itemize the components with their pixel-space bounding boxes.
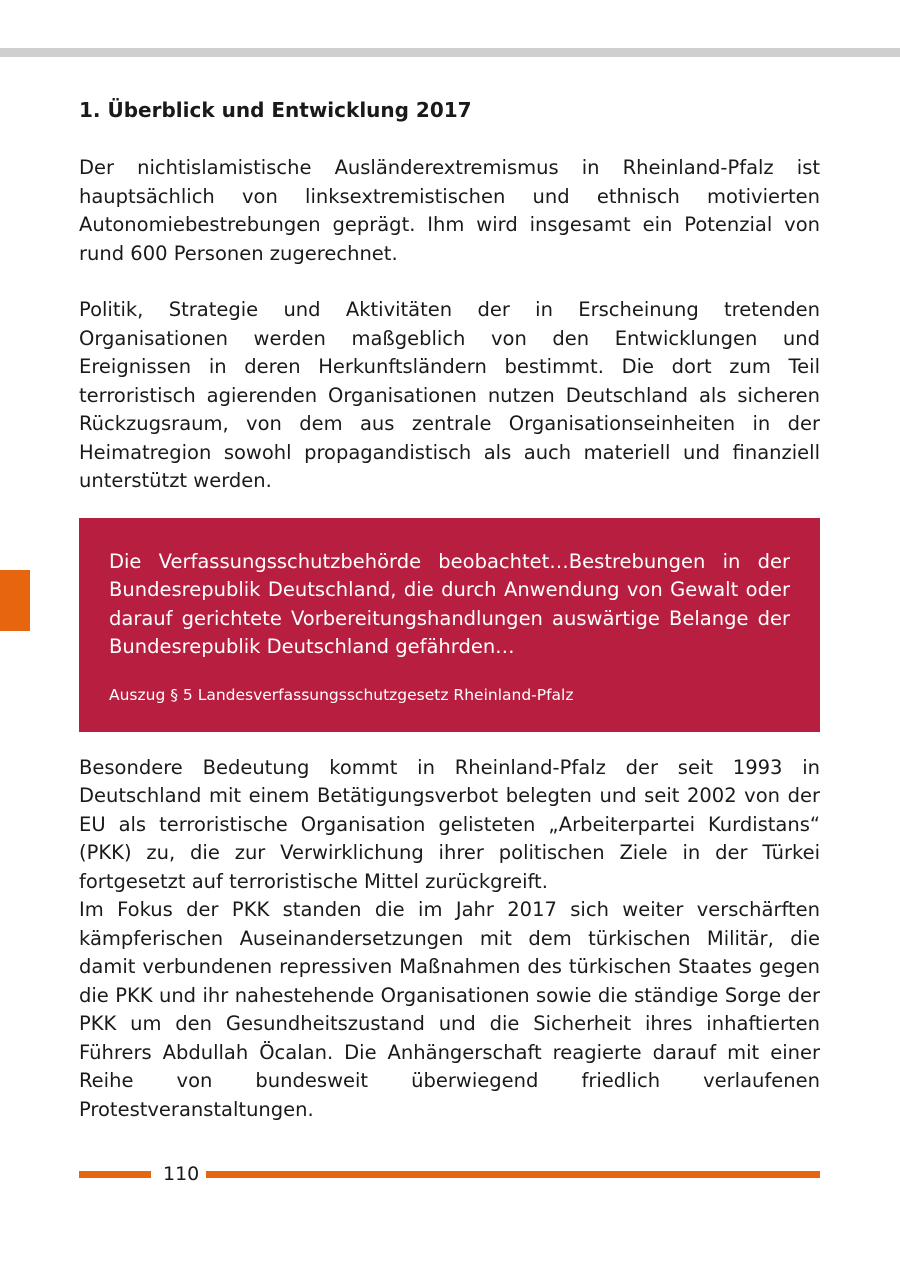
legal-quote-box bbox=[79, 518, 820, 732]
body-paragraph: Besondere Bedeutung kommt in Rheinland-Pfalz der seit 1993 in Deutschland mit einem Betätigungsverbot belegten und seit 2002 von der EU als terroristische Organisation gelisteten „Arbeiterpartei Kurdistans“ (PKK) zu, die zur Verwirklichung ihrer politischen Ziele in der Türkei fortgesetzt auf terroristische Mittel zurückgreift. bbox=[79, 755, 820, 893]
intro-paragraph: Politik, Strategie und Aktivitäten der in Erscheinung tretenden Organisationen werden maßgeblich von den Entwicklungen und Ereignissen in deren Herkunftsländern bestimmt. Die dort zum Teil terroristisch agierenden Organisationen nutzen Deutschland als sicheren Rückzugsraum, von dem aus zentrale Organisationseinheiten in der Heimatregion sowohl propagandistisch als auch materiell und finanziell unterstützt werden. bbox=[79, 298, 820, 492]
section-heading: 1. Überblick und Entwicklung 2017 bbox=[79, 98, 472, 122]
top-divider-bar bbox=[0, 48, 900, 57]
intro-paragraph: Der nichtislamistische Ausländerextremismus in Rheinland-Pfalz ist hauptsächlich von linksextremistischen und ethnisch motivierten Autonomiebestrebungen geprägt. Ihm wird insgesamt ein Potenzial von rund 600 Personen zugerechnet. bbox=[79, 156, 820, 265]
chapter-side-tab bbox=[0, 570, 30, 631]
page-content bbox=[79, 96, 820, 1124]
body-paragraph: Im Fokus der PKK standen die im Jahr 2017 sich weiter verschärften kämpferischen Auseinandersetzungen mit dem türkischen Militär, die damit verbundenen repressiven Maßnahmen des türkischen Staates gegen die PKK und ihr nahestehende Organisationen sowie die ständige Sorge der PKK um den Gesundheitszustand und die Sicherheit ihres inhaftierten Führers Abdullah Öcalan. Die Anhängerschaft reagierte darauf mit einer Reihe von bundesweit überwiegend friedlich verlaufenen Protestveranstaltungen. bbox=[79, 898, 820, 1121]
quote-text: Die Verfassungsschutzbehörde beobachtet…Bestrebungen in der Bundesrepublik Deutschland, die durch Anwendung von Gewalt oder darauf gerichtete Vorbereitungshandlungen auswärtige Belange der Bundesrepublik Deutschland gefährden… bbox=[109, 549, 790, 658]
quote-source: Auszug § 5 Landesverfassungsschutzgesetz Rheinland-Pfalz bbox=[109, 685, 574, 704]
page-footer bbox=[79, 1160, 820, 1188]
footer-rule-left bbox=[79, 1171, 151, 1178]
page-number: 110 bbox=[163, 1163, 200, 1185]
footer-rule-right bbox=[206, 1171, 820, 1178]
